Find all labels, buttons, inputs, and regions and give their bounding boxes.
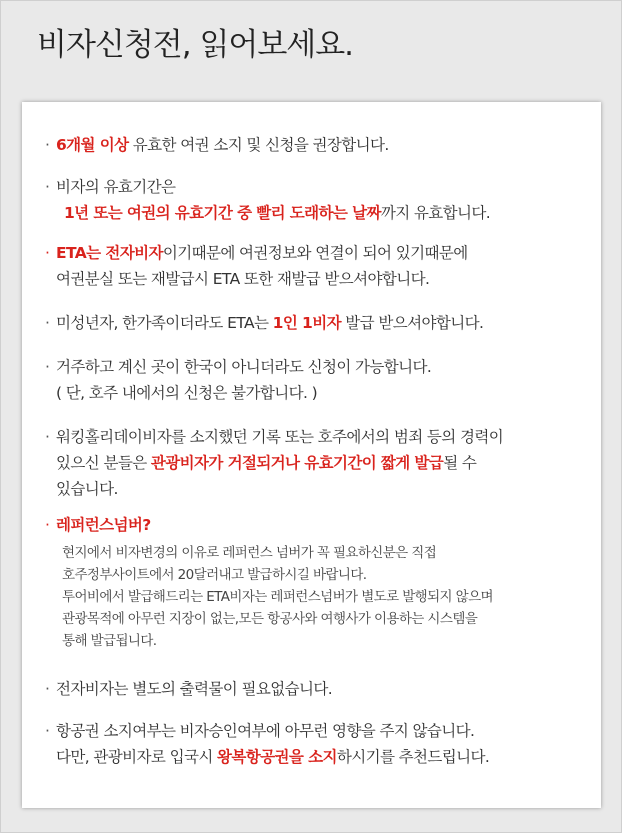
- list-item: [45, 174, 593, 226]
- bullet: ·: [45, 680, 50, 698]
- bullet: ·: [45, 428, 50, 446]
- notice-card: [22, 102, 601, 808]
- detail-line: 통해 발급됩니다.: [62, 633, 157, 649]
- reference-number-heading: 레퍼런스넘버?: [56, 516, 151, 534]
- item-text: 발급 받으셔야합니다.: [340, 314, 484, 332]
- bullet: ·: [45, 358, 50, 376]
- item-text: 워킹홀리데이비자를 소지했던 기록 또는 호주에서의 범죄 등의 경력이: [56, 428, 504, 446]
- item-text: 미성년자, 한가족이더라도 ETA는: [56, 314, 273, 332]
- item-text: ( 단, 호주 내에서의 신청은 불가합니다. ): [56, 384, 318, 402]
- bullet: ·: [45, 136, 50, 154]
- list-item: [45, 310, 593, 336]
- item-text: 거주하고 계신 곳이 한국이 아니더라도 신청이 가능합니다.: [56, 358, 432, 376]
- detail-line: 호주정부사이트에서 20달러내고 발급하시길 바랍니다.: [62, 567, 367, 583]
- reference-number-details: [56, 542, 593, 652]
- bullet: ·: [45, 722, 50, 740]
- highlight-text: ETA는 전자비자: [56, 244, 163, 262]
- list-item: [45, 240, 593, 292]
- item-text: 있으신 분들은: [56, 454, 151, 472]
- highlight-text: 관광비자가 거절되거나 유효기간이 짧게 발급: [150, 454, 444, 472]
- item-text: 비자의 유효기간은: [56, 178, 176, 196]
- highlight-text: 1인 1비자: [272, 314, 341, 332]
- list-item: [45, 424, 593, 502]
- item-text: 하시기를 추천드립니다.: [336, 748, 490, 766]
- item-text: 까지 유효합니다.: [380, 204, 491, 222]
- list-item: [45, 718, 593, 770]
- item-text: 있습니다.: [56, 480, 118, 498]
- item-text: 이기때문에 여권정보와 연결이 되어 있기때문에: [162, 244, 468, 262]
- item-text: 전자비자는 별도의 출력물이 필요없습니다.: [56, 680, 333, 698]
- detail-line: 관광목적에 아무런 지장이 없는,모든 항공사와 여행사가 이용하는 시스템을: [62, 611, 478, 627]
- list-item: [45, 676, 593, 702]
- item-text: 항공권 소지여부는 비자승인여부에 아무런 영향을 주지 않습니다.: [56, 722, 475, 740]
- bullet: ·: [45, 244, 50, 262]
- item-text: 다만, 관광비자로 입국시: [56, 748, 218, 766]
- bullet: ·: [45, 178, 50, 196]
- page-title: 비자신청전, 읽어보세요.: [37, 27, 354, 63]
- item-line: [56, 200, 593, 226]
- item-text: 유효한 여권 소지 및 신청을 권장합니다.: [128, 136, 389, 154]
- item-text: 여권분실 또는 재발급시 ETA 또한 재발급 받으셔야합니다.: [56, 270, 430, 288]
- list-item: [45, 132, 593, 158]
- highlight-text: 6개월 이상: [56, 136, 129, 154]
- highlight-text: 왕복항공권을 소지: [217, 748, 337, 766]
- detail-line: 투어비에서 발급해드리는 ETA비자는 레퍼런스넘버가 별도로 발행되지 않으며: [62, 589, 493, 605]
- bullet: ·: [45, 516, 50, 534]
- bullet: ·: [45, 314, 50, 332]
- highlight-text: 1년 또는 여권의 유효기간 중 빨리 도래하는 날짜: [64, 204, 381, 222]
- list-item: [45, 354, 593, 406]
- item-text: 될 수: [443, 454, 477, 472]
- list-item: [45, 512, 593, 652]
- detail-line: 현지에서 비자변경의 이유로 레퍼런스 넘버가 꼭 필요하신분은 직접: [62, 545, 437, 561]
